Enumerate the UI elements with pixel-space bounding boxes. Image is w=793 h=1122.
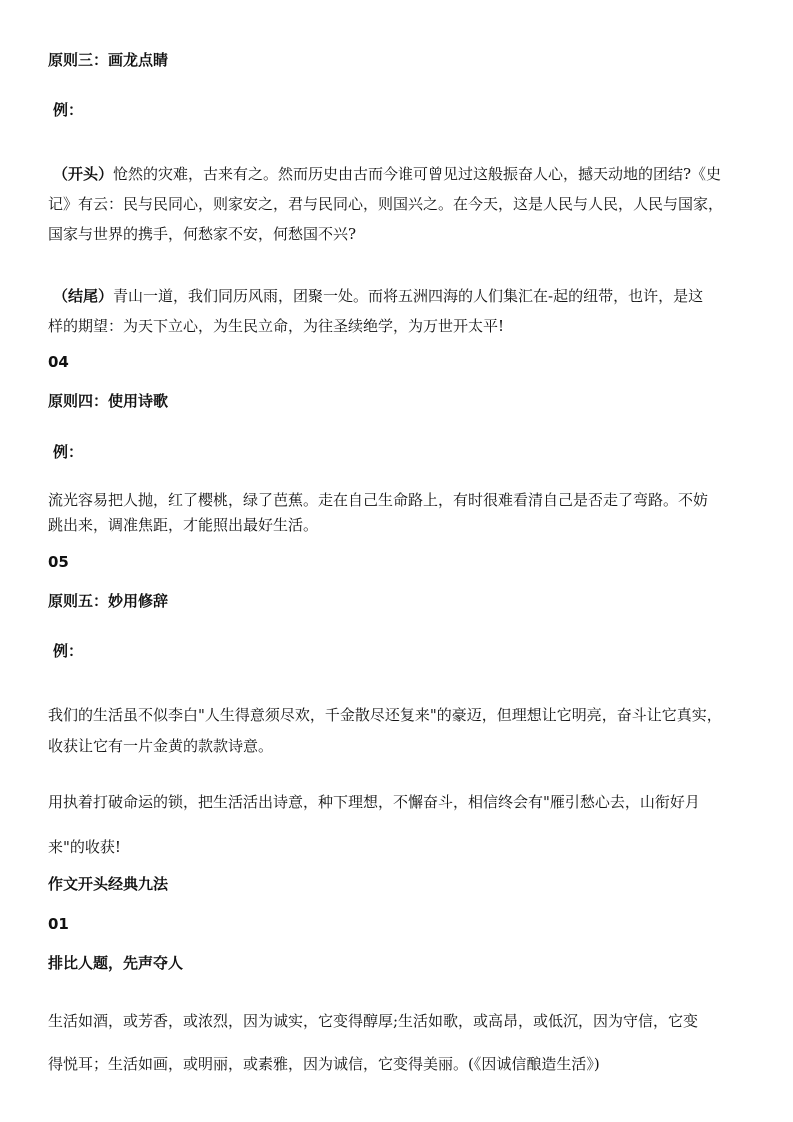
paragraph-line: 来"的收获! (48, 838, 121, 856)
paragraph-line: 国家与世界的携手，何愁家不安，何愁国不兴? (48, 225, 357, 243)
example-label: 例： (53, 443, 84, 461)
poetry-example-paragraph (48, 488, 748, 538)
paragraph-line: 我们的生活虽不似李白"人生得意须尽欢，千金散尽还复来"的豪迈，但理想让它明亮，奋斗让它真实， (48, 706, 722, 724)
paragraph-line: （开头）怆然的灾难，古来有之。然而历史由古而今谁可曾见过这般振奋人心，撼天动地的团结?《史 (53, 165, 722, 183)
parallelism-example-paragraph (48, 1000, 748, 1086)
section-number: 05 (48, 553, 69, 571)
section-heading: 原则三：画龙点睛 (48, 51, 169, 69)
rhetoric-example-paragraph-1 (48, 700, 748, 762)
section-heading: 原则五：妙用修辞 (48, 592, 169, 610)
paragraph-line: 样的期望：为天下立心，为生民立命，为往圣续绝学，为万世开太平! (48, 317, 505, 335)
ending-label: （结尾） (53, 287, 114, 305)
paragraph-line: 生活如酒，或芳香，或浓烈，因为诚实，它变得醇厚;生活如歌，或高昂，或低沉，因为守信，它变 (48, 1012, 699, 1030)
section-number: 04 (48, 353, 69, 371)
paragraph-line: 流光容易把人抛，红了樱桃，绿了芭蕉。走在自己生命路上，有时很难看清自己是否走了弯路。不妨 (48, 491, 709, 509)
paragraph-line: 收获让它有一片金黄的款款诗意。 (48, 737, 274, 755)
example-label: 例： (53, 101, 84, 119)
example-label: 例： (53, 642, 84, 660)
section-heading: 原则四：使用诗歌 (48, 392, 169, 410)
paragraph-line: 用执着打破命运的锁，把生活活出诗意，种下理想，不懈奋斗，相信终会有"雁引愁心去，山衔好月 (48, 793, 700, 811)
paragraph-line: （结尾）青山一道，我们同历风雨，团聚一处。而将五洲四海的人们集汇在-起的纽带，也许，是这 (53, 287, 704, 305)
rhetoric-example-paragraph-2 (48, 780, 748, 870)
section-heading: 排比人题，先声夺人 (48, 954, 184, 972)
section-number: 01 (48, 915, 69, 933)
paragraph-line: 得悦耳；生活如画，或明丽，或素雅，因为诚信，它变得美丽。(《因诚信酿造生活》) (48, 1055, 600, 1073)
section-title: 作文开头经典九法 (48, 875, 169, 893)
ending-example-paragraph (48, 281, 748, 341)
paragraph-line: 跳出来，调准焦距，才能照出最好生活。 (48, 516, 319, 534)
opening-label: （开头） (53, 165, 114, 183)
paragraph-line: 记》有云：民与民同心，则家安之，君与民同心，则国兴之。在今天，这是人民与人民，人民与国家， (48, 195, 724, 213)
opening-example-paragraph (48, 159, 748, 249)
